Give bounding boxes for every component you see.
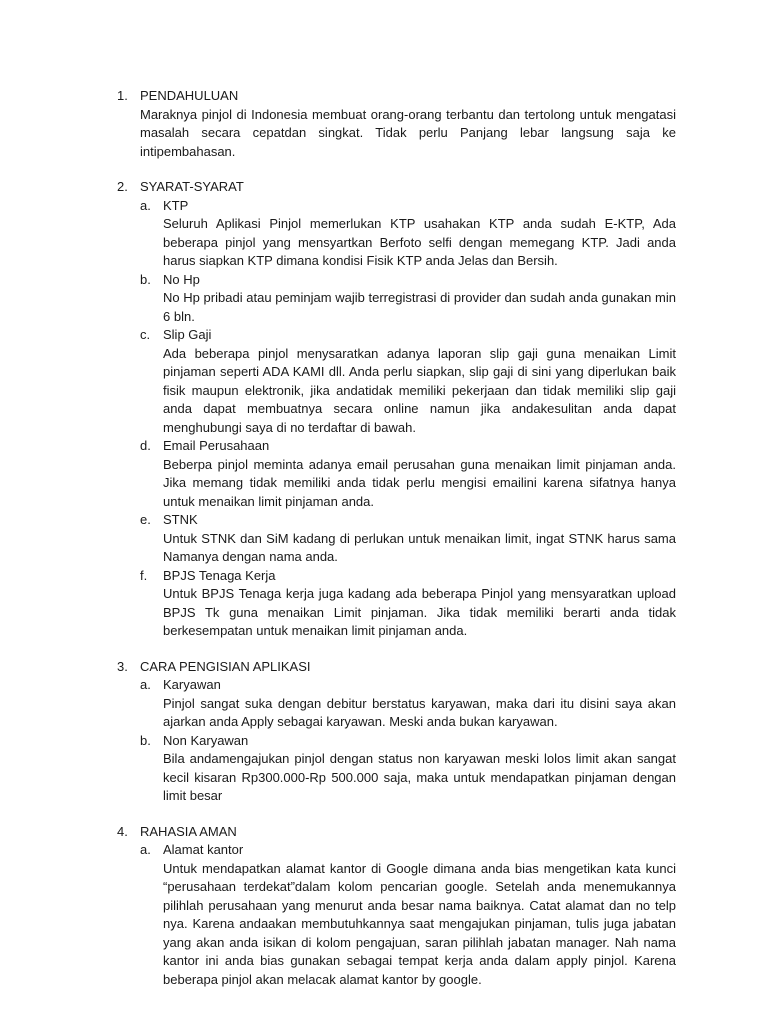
sub-item-letter: a. (140, 842, 151, 857)
sub-item-letter: b. (140, 732, 151, 748)
sub-item-title: Non Karyawan (163, 732, 249, 748)
sub-item-title: Karyawan (163, 677, 221, 692)
sub-item-letter: e. (140, 512, 151, 527)
sub-item-email-perusahaan (140, 437, 676, 511)
sub-item-paragraph: Seluruh Aplikasi Pinjol memerlukan KTP usahakan KTP anda sudah E-KTP, Ada beberapa pinjol yang mensyartkan Berfoto selfi dengan memegang KTP. Jadi anda harus siapkan KTP dimana kondisi Fisik KTP anda Jelas dan Bersih. (163, 216, 676, 268)
sub-item-letter: a. (140, 197, 151, 213)
sub-item-letter: c. (140, 327, 151, 342)
sub-item-title: BPJS Tenaga Kerja (163, 567, 276, 583)
section-number: 4. (117, 823, 128, 839)
sub-item-paragraph: No Hp pribadi atau peminjam wajib terregistrasi di provider dan sudah anda gunakan min 6 bln. (163, 290, 676, 324)
sub-item-title: Alamat kantor (163, 842, 244, 857)
sub-item-title: Slip Gaji (163, 327, 212, 342)
sub-item-paragraph: Untuk STNK dan SiM kadang di perlukan untuk menaikan limit, ingat STNK harus sama Namanya dengan nama anda. (163, 530, 676, 564)
sub-item-title: KTP (163, 197, 189, 213)
sub-item-paragraph: Ada beberapa pinjol menysaratkan adanya laporan slip gaji guna menaikan Limit pinjaman seperti ADA KAMI dll. Anda perlu siapkan, slip gaji di sini yang diperlukan baik fisik maupun elektronik, jika andatidak memiliki pekerjaan dan tidak memiliki slip gaji anda dapat membuatnya secara online namun jika andakesulitan anda dapat menghubungi saya di no terdaftar di bawah. (163, 345, 676, 435)
sub-item-karyawan (140, 676, 676, 732)
section-title: PENDAHULUAN (140, 88, 239, 103)
section-title: CARA PENGISIAN APLIKASI (140, 658, 311, 674)
sub-item-letter: b. (140, 271, 151, 287)
sub-item-non-karyawan (140, 732, 676, 806)
section-rahasia-aman (117, 823, 676, 990)
section-cara-pengisian (117, 658, 676, 806)
sub-item-list (140, 841, 676, 989)
sub-item-no-hp (140, 271, 676, 327)
sub-item-list (140, 676, 676, 806)
section-heading (117, 178, 676, 197)
sub-item-title: STNK (163, 512, 198, 527)
sub-item-heading (140, 841, 676, 860)
sub-item-paragraph: Untuk BPJS Tenaga kerja juga kadang ada beberapa Pinjol yang mensyaratkan upload BPJS Tk guna menaikan Limit pinjaman. Jika tidak memiliki berarti anda tidak berkesempatan untuk menaikan limit pinjaman anda. (163, 586, 676, 638)
sub-item-heading (140, 197, 676, 216)
sub-item-letter: f. (140, 567, 148, 583)
sub-item-heading (140, 511, 676, 530)
sub-item-stnk (140, 511, 676, 567)
sub-item-paragraph: Untuk mendapatkan alamat kantor di Google dimana anda bias mengetikan kata kunci “perusahaan terdekat”dalam kolom pencarian google. Setelah anda menemukannya pilihlah perusahaan yang menurut anda besar nama baiknya. Catat alamat dan no telp nya. Karena andaakan membutuhkannya saat mengajukan pinjaman, tulis juga jabatan yang akan anda isikan di kolom pengajuan, saran pilihlah jabatan manager. Nah nama kantor ini anda bias gunakan sebagai tempat kerja anda dalam apply pinjol. Karena beberapa pinjol akan melacak alamat kantor by google. (163, 860, 676, 987)
sub-item-heading (140, 437, 676, 456)
sub-item-title: Email Perusahaan (163, 438, 270, 453)
sub-item-slip-gaji (140, 326, 676, 437)
section-number: 3. (117, 658, 128, 674)
section-number: 2. (117, 179, 128, 194)
sub-item-paragraph: Beberpa pinjol meminta adanya email perusahan guna menaikan limit pinjaman anda. Jika memang tidak memiliki anda tidak perlu mengisi emailini karena sifatnya hanya untuk menaikan limit pinjaman anda. (163, 456, 676, 509)
section-title: RAHASIA AMAN (140, 823, 237, 839)
section-syarat-syarat (117, 178, 676, 641)
sub-item-title: No Hp (163, 271, 200, 287)
section-paragraph: Maraknya pinjol di Indonesia membuat orang-orang terbantu dan tertolong untuk mengatasi masalah secara cepatdan singkat. Tidak perlu Panjang lebar langsung saja ke intipembahasan. (140, 106, 676, 159)
section-title: SYARAT-SYARAT (140, 179, 244, 194)
sub-item-bpjs (140, 567, 676, 641)
sub-item-heading (140, 271, 676, 290)
section-heading (117, 658, 676, 677)
sub-item-heading (140, 567, 676, 586)
section-pendahuluan (117, 87, 676, 161)
sub-item-heading (140, 676, 676, 695)
sub-item-letter: a. (140, 677, 151, 692)
sub-item-paragraph: Pinjol sangat suka dengan debitur berstatus karyawan, maka dari itu disini saya akan ajarkan anda Apply sebagai karyawan. Meski anda bukan karyawan. (163, 695, 676, 729)
sub-item-paragraph: Bila andamengajukan pinjol dengan status non karyawan meski lolos limit akan sangat kecil kisaran Rp300.000-Rp 500.000 saja, maka untuk mendapatkan pinjaman dengan limit besar (163, 751, 676, 803)
sub-item-heading (140, 326, 676, 345)
sub-item-heading (140, 732, 676, 751)
sub-item-list (140, 197, 676, 641)
section-heading (117, 823, 676, 842)
sub-item-alamat-kantor (140, 841, 676, 989)
section-number: 1. (117, 88, 128, 103)
section-heading (117, 87, 676, 106)
sub-item-ktp (140, 197, 676, 271)
sub-item-letter: d. (140, 438, 151, 453)
